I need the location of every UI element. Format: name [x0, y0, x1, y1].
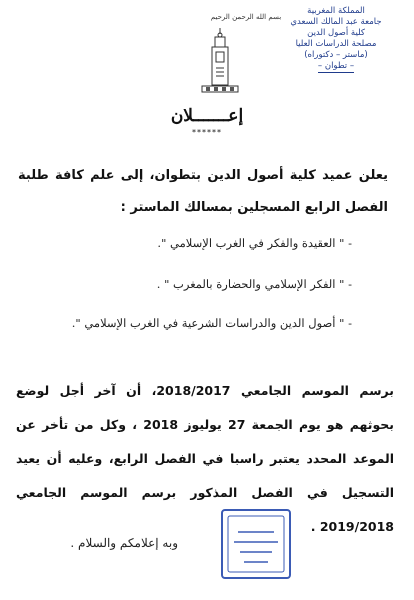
faculty-name: كلية أصول الدين	[307, 28, 365, 38]
department-name: مصلحة الدراسات العليا	[295, 39, 377, 49]
minaret-logo-icon	[198, 26, 242, 96]
city-name: – تطوان –	[317, 61, 355, 71]
announcement-title: إعـــــــلان	[170, 106, 244, 126]
university-name: جامعة عبد المالك السعدي	[290, 17, 382, 27]
basmala: بسم الله الرحمن الرحيم	[210, 13, 282, 21]
program-item-1: - " العقيدة والفكر في الغرب الإسلامي ".	[157, 236, 352, 250]
kingdom-name: المملكة المغربية	[307, 6, 365, 16]
programs-label: (ماستر – دكتوراه)	[304, 50, 368, 60]
faculty-stamp-icon	[218, 506, 294, 582]
intro-paragraph: يعلن عميد كلية أصول الدين بتطوان، إلى علم كافة طلبة الفصل الرابع المسجلين بمسالك الماستر :	[18, 168, 388, 215]
body-paragraph: برسم الموسم الجامعي 2018/2017، أن آخر أجل لوضع بحوثهم هو يوم الجمعة 27 يوليوز 2018 ، وكل من تأخر عن الموعد المحدد يعتبر راسبا في الفصل الرابع، وعليه أن يعيد التسجيل في الفصل المذكور برسم الموسم الجامعي 2019/2018 .	[16, 383, 394, 534]
title-stars: ******	[192, 128, 222, 137]
program-item-2: - " الفكر الإسلامي والحضارة بالمغرب " .	[156, 277, 352, 291]
closing-line: وبه إعلامكم والسلام .	[70, 536, 178, 550]
program-item-3: - " أصول الدين والدراسات الشرعية في الغرب الإسلامي ".	[71, 316, 352, 330]
